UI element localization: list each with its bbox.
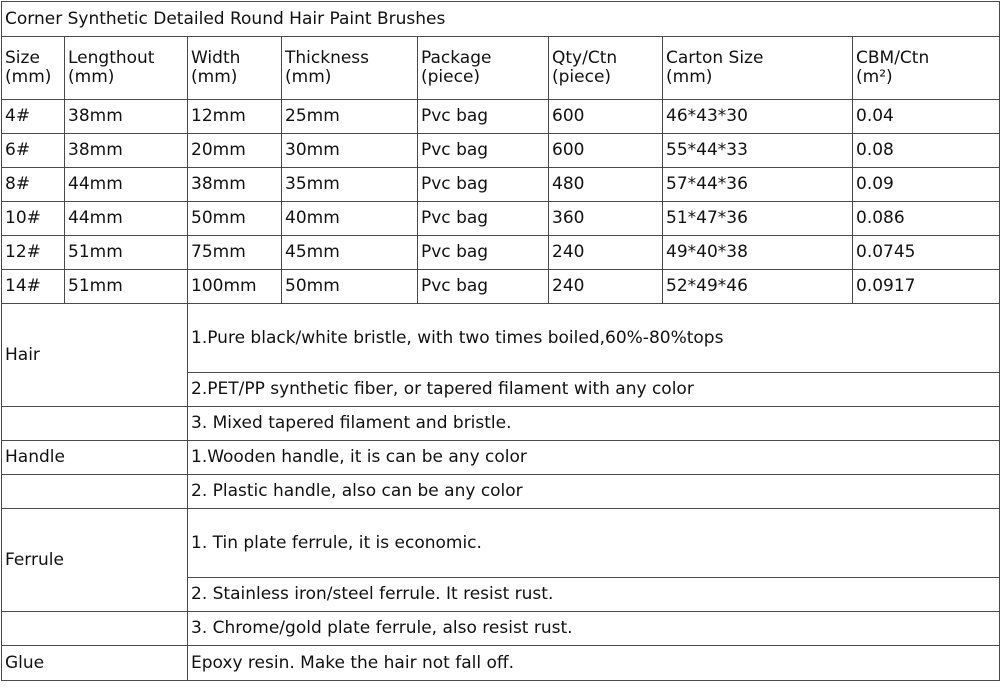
table-row xyxy=(2,168,1000,202)
header-row-1 xyxy=(2,37,1000,69)
cell-cbm-ctn: 0.04 xyxy=(853,100,1000,134)
cell-package: Pvc bag xyxy=(418,202,549,236)
cell-lengthout: 51mm xyxy=(65,270,188,304)
cell-cbm-ctn: 0.09 xyxy=(853,168,1000,202)
cell-width: 75mm xyxy=(188,236,282,270)
ferrule-label: Ferrule xyxy=(2,509,188,612)
cell-width: 20mm xyxy=(188,134,282,168)
table-row xyxy=(2,236,1000,270)
ferrule-row-1 xyxy=(2,509,1000,578)
header-carton-size: Carton Size xyxy=(663,37,853,69)
cell-carton-size: 52*49*46 xyxy=(663,270,853,304)
header-size-unit: (mm) xyxy=(2,68,65,100)
hair-item-2: 2.PET/PP synthetic fiber, or tapered filament with any color xyxy=(188,373,1000,407)
cell-qty-ctn: 360 xyxy=(549,202,663,236)
cell-size: 12# xyxy=(2,236,65,270)
cell-thickness: 50mm xyxy=(282,270,418,304)
cell-package: Pvc bag xyxy=(418,270,549,304)
cell-lengthout: 44mm xyxy=(65,202,188,236)
cell-qty-ctn: 240 xyxy=(549,270,663,304)
table-row xyxy=(2,100,1000,134)
cell-carton-size: 55*44*33 xyxy=(663,134,853,168)
cell-thickness: 45mm xyxy=(282,236,418,270)
cell-width: 100mm xyxy=(188,270,282,304)
brush-spec-table xyxy=(1,1,1000,681)
cell-thickness: 25mm xyxy=(282,100,418,134)
table-row xyxy=(2,202,1000,236)
header-lengthout-unit: (mm) xyxy=(65,68,188,100)
glue-item-1: Epoxy resin. Make the hair not fall off. xyxy=(188,646,1000,681)
cell-thickness: 30mm xyxy=(282,134,418,168)
glue-label: Glue xyxy=(2,646,188,681)
cell-package: Pvc bag xyxy=(418,100,549,134)
handle-label: Handle xyxy=(2,441,188,475)
header-cbm-ctn: CBM/Ctn xyxy=(853,37,1000,69)
header-qty-ctn: Qty/Ctn xyxy=(549,37,663,69)
cell-qty-ctn: 600 xyxy=(549,134,663,168)
ferrule-row-3 xyxy=(2,612,1000,646)
table-row xyxy=(2,270,1000,304)
hair-blank xyxy=(2,407,188,441)
cell-lengthout: 44mm xyxy=(65,168,188,202)
cell-width: 12mm xyxy=(188,100,282,134)
hair-item-3: 3. Mixed tapered filament and bristle. xyxy=(188,407,1000,441)
cell-carton-size: 57*44*36 xyxy=(663,168,853,202)
cell-thickness: 35mm xyxy=(282,168,418,202)
ferrule-item-3: 3. Chrome/gold plate ferrule, also resist rust. xyxy=(188,612,1000,646)
cell-size: 6# xyxy=(2,134,65,168)
handle-row-2 xyxy=(2,475,1000,509)
header-row-2 xyxy=(2,68,1000,100)
cell-cbm-ctn: 0.086 xyxy=(853,202,1000,236)
glue-row xyxy=(2,646,1000,681)
handle-row-1 xyxy=(2,441,1000,475)
cell-qty-ctn: 240 xyxy=(549,236,663,270)
header-cbm-ctn-unit: (m²) xyxy=(853,68,1000,100)
header-lengthout: Lengthout xyxy=(65,37,188,69)
handle-item-2: 2. Plastic handle, also can be any color xyxy=(188,475,1000,509)
handle-item-1: 1.Wooden handle, it is can be any color xyxy=(188,441,1000,475)
cell-qty-ctn: 480 xyxy=(549,168,663,202)
cell-qty-ctn: 600 xyxy=(549,100,663,134)
header-width: Width xyxy=(188,37,282,69)
handle-blank xyxy=(2,475,188,509)
ferrule-blank xyxy=(2,612,188,646)
cell-cbm-ctn: 0.08 xyxy=(853,134,1000,168)
cell-size: 14# xyxy=(2,270,65,304)
header-qty-ctn-unit: (piece) xyxy=(549,68,663,100)
hair-item-1 xyxy=(188,304,1000,373)
cell-cbm-ctn: 0.0745 xyxy=(853,236,1000,270)
cell-width: 50mm xyxy=(188,202,282,236)
table-row xyxy=(2,134,1000,168)
hair-row-3 xyxy=(2,407,1000,441)
ferrule-item-2: 2. Stainless iron/steel ferrule. It resist rust. xyxy=(188,578,1000,612)
hair-label: Hair xyxy=(2,304,188,407)
hair-item-1-text: 1.Pure black/white bristle, with two times boiled,60%-80%tops xyxy=(191,327,724,348)
cell-carton-size: 49*40*38 xyxy=(663,236,853,270)
header-carton-size-unit: (mm) xyxy=(663,68,853,100)
cell-width: 38mm xyxy=(188,168,282,202)
cell-package: Pvc bag xyxy=(418,236,549,270)
cell-package: Pvc bag xyxy=(418,134,549,168)
cell-carton-size: 46*43*30 xyxy=(663,100,853,134)
hair-row-1 xyxy=(2,304,1000,373)
header-thickness-unit: (mm) xyxy=(282,68,418,100)
cell-package: Pvc bag xyxy=(418,168,549,202)
cell-size: 10# xyxy=(2,202,65,236)
cell-carton-size: 51*47*36 xyxy=(663,202,853,236)
cell-cbm-ctn: 0.0917 xyxy=(853,270,1000,304)
header-size: Size xyxy=(2,37,65,69)
cell-lengthout: 51mm xyxy=(65,236,188,270)
cell-lengthout: 38mm xyxy=(65,100,188,134)
header-package: Package xyxy=(418,37,549,69)
header-package-unit: (piece) xyxy=(418,68,549,100)
header-width-unit: (mm) xyxy=(188,68,282,100)
header-thickness: Thickness xyxy=(282,37,418,69)
cell-lengthout: 38mm xyxy=(65,134,188,168)
cell-size: 4# xyxy=(2,100,65,134)
ferrule-item-1: 1. Tin plate ferrule, it is economic. xyxy=(188,509,1000,578)
cell-size: 8# xyxy=(2,168,65,202)
cell-thickness: 40mm xyxy=(282,202,418,236)
table-title: Corner Synthetic Detailed Round Hair Paint Brushes xyxy=(2,2,1000,37)
title-row xyxy=(2,2,1000,37)
